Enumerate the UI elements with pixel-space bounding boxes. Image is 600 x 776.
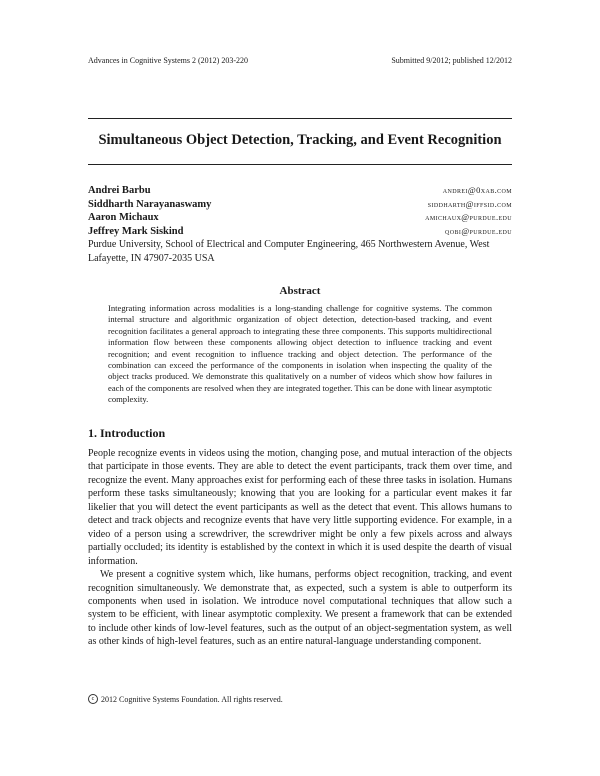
author-email: andrei@0xab.com — [442, 185, 512, 195]
body-paragraph: We present a cognitive system which, like humans, performs object recognition, tracking, and event recognition simultaneously. We demonstrate that, as expected, such a system is able to outperform its components when used in isolation. We introduce novel computational techniques that allow such a system to be efficient, with linear asymptotic complexity. We present a framework that can be extended to include other kinds of low-level features, such as the output of an object-segmentation system, as well as other kinds of high-level features, such as an entire natural-language understanding component. — [88, 569, 512, 648]
copyright-icon: c — [88, 694, 98, 704]
copyright-footer — [88, 694, 283, 704]
author-row — [88, 211, 512, 225]
body-paragraph: People recognize events in videos using the motion, changing pose, and mutual interaction of the objects that participate in those events. They are able to detect the event participants, track them over time, and recognize the event. Many approaches exist for performing each of these three tasks in isolation. Humans perform these tasks simultaneously; knowing that you are looking for a particular event makes it far likelier that you will detect the event participants as well as the detect that event. This allows humans to detect and track objects and recognize events that have very little supporting evidence. For example, in a video of a person using a screwdriver, the screwdriver might be only a few pixels across and always partially occluded; its identity is established by the context in which it is used despite the dearth of visual information. — [88, 448, 512, 567]
author-name: Jeffrey Mark Siskind — [88, 225, 184, 237]
title-rule-bottom — [88, 164, 512, 165]
author-name: Andrei Barbu — [88, 185, 151, 196]
abstract-text: Integrating information across modalities is a long-standing challenge for cognitive systems. The common internal structure and algorithmic organization of object detection, detection-based tracking, and event recognition facilitates a general approach to integrating these three components. This supports multidirectional information flow between these components allowing object detection to influence tracking and event recognition; and event recognition to influence tracking and object detection. The performance of the combination can exceed the performance of the components in isolation when inspecting the quality of the object tracks produced. We demonstrate this qualitatively on a number of videos which show how failures in each of the components are resolved when they are integrated together. This can be done with linear asymptotic complexity. — [108, 303, 492, 405]
title-rule-top — [88, 118, 512, 119]
author-email: amichaux@purdue.edu — [425, 212, 512, 222]
author-row — [88, 225, 512, 239]
author-row — [88, 184, 512, 198]
author-email: qobi@purdue.edu — [445, 225, 512, 236]
affiliation: Purdue University, School of Electrical and Computer Engineering, 465 Northwestern Avenue, West Lafayette, IN 47907-2035 USA — [88, 239, 490, 264]
author-list — [88, 184, 512, 238]
author-email: siddharth@iffsid.com — [427, 198, 512, 209]
abstract-heading: Abstract — [279, 285, 321, 297]
paper-title: Simultaneous Object Detection, Tracking, and Event Recognition — [98, 132, 502, 148]
journal-citation: Advances in Cognitive Systems 2 (2012) 203-220 — [88, 56, 248, 65]
submission-dates: Submitted 9/2012; published 12/2012 — [391, 56, 512, 65]
running-head — [88, 56, 512, 65]
author-name: Aaron Michaux — [88, 212, 159, 223]
section-body — [88, 447, 512, 649]
author-row — [88, 198, 512, 212]
copyright-text: 2012 Cognitive Systems Foundation. All rights reserved. — [101, 694, 283, 704]
section-heading: 1. Introduction — [88, 426, 166, 440]
author-name: Siddharth Narayanaswamy — [88, 198, 212, 210]
